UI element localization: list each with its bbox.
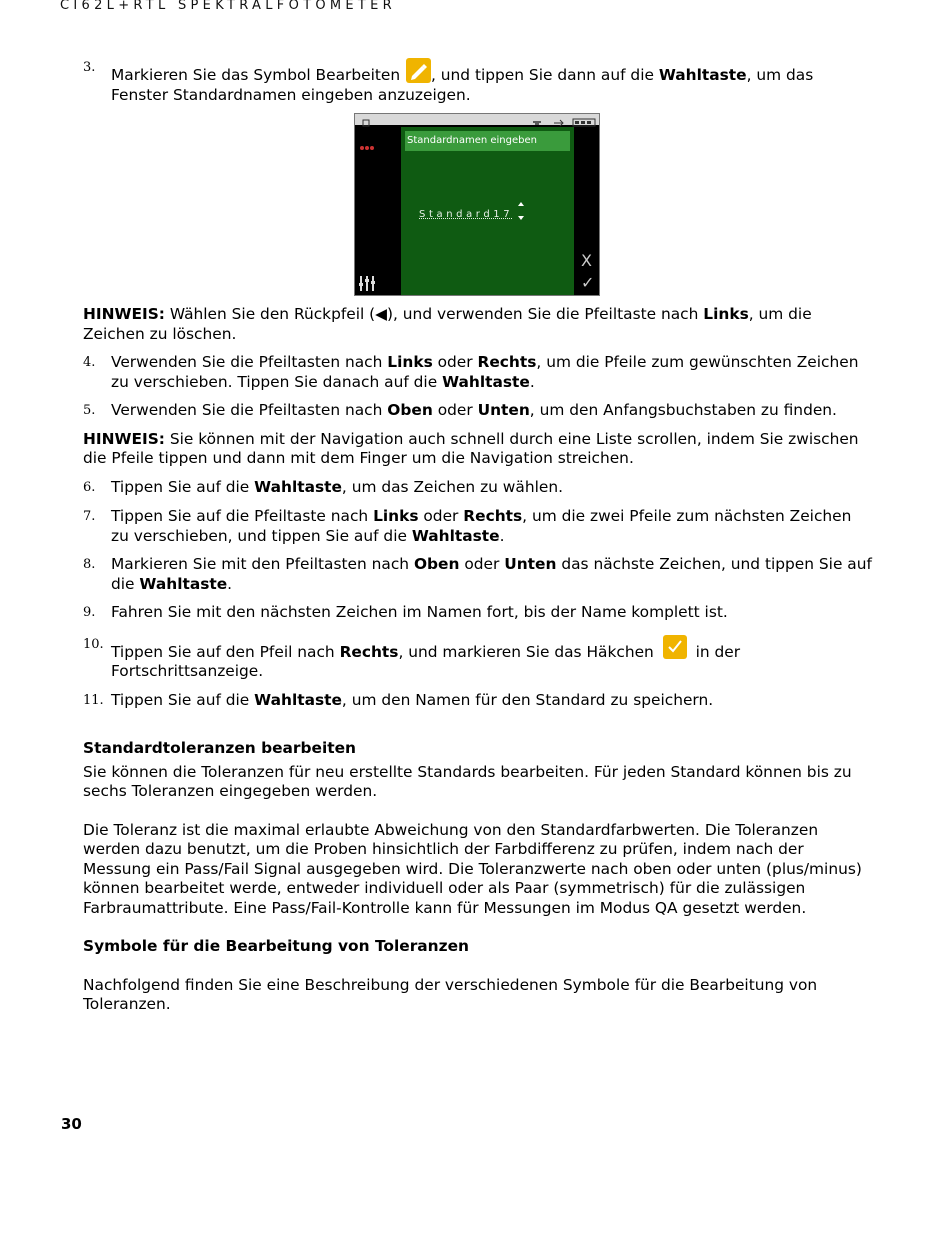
paragraph: Die Toleranz ist die maximal erlaubte Abweichung von den Standardfarbwerten. Die Toleranzen werden dazu benutzt, um die Proben hinsichtlich der Farbdifferenz zu prüfen, indem nach der Messung ein Pass/Fail Signal ausgegeben wird. Die Toleranzwerte nach oben oder unten (plus/minus) können bearbeitet werde, entweder individuell oder als Paar (symmetrisch) für die zulässigen Farbraumattribute. Eine Pass/Fail-Kontrolle kann für Messungen im Modus QA gesetzt werden. — [83, 820, 862, 917]
section-heading-tolerances: Standardtoleranzen bearbeiten — [83, 739, 356, 757]
screen-title: Standardnamen eingeben — [405, 131, 570, 151]
cancel-icon[interactable]: X — [581, 251, 592, 270]
device-screenshot — [354, 113, 600, 296]
step-9: 9. Fahren Sie mit den nächsten Zeichen im Namen fort, bis der Name komplett ist. — [83, 603, 728, 621]
step-6: 6. Tippen Sie auf die Wahltaste, um das Zeichen zu wählen. — [83, 477, 563, 496]
standard-name-field[interactable]: Standard17 — [419, 209, 514, 220]
accept-icon[interactable]: ✓ — [581, 273, 595, 292]
note-1: HINWEIS: Wählen Sie den Rückpfeil (◀), und verwenden Sie die Pfeiltaste nach Links, um die Zeichen zu löschen. — [83, 305, 812, 343]
up-down-arrows-icon — [517, 201, 525, 221]
check-icon — [663, 635, 687, 659]
step-7: 7. Tippen Sie auf die Pfeiltaste nach Links oder Rechts, um die zwei Pfeile zum nächsten Zeichen zu verschieben, und tippen Sie auf die Wahltaste. — [83, 507, 852, 545]
note-2: HINWEIS: Sie können mit der Navigation auch schnell durch eine Liste scrollen, indem Sie zwischen die Pfeile tippen und dann mit dem Finger um die Navigation streichen. — [83, 429, 859, 467]
sliders-icon — [358, 274, 378, 299]
step-11: 11. Tippen Sie auf die Wahltaste, um den Namen für den Standard zu speichern. — [83, 690, 714, 709]
step-10: 10. Tippen Sie auf den Pfeil nach Rechts, und markieren Sie das Häkchen in der Fortschrittsanzeige. — [83, 636, 741, 680]
running-header: CI62L+RTL SPEKTRALFOTOMETER — [60, 0, 396, 13]
paragraph: Sie können die Toleranzen für neu erstellte Standards bearbeiten. Für jeden Standard können bis zu sechs Toleranzen eingegeben werden. — [83, 762, 852, 800]
step-number: 3. — [83, 60, 96, 75]
section-heading-symbols: Symbole für die Bearbeitung von Toleranzen — [83, 937, 469, 955]
status-bar — [355, 114, 599, 125]
name-entry-panel — [401, 127, 574, 295]
step-4: 4. Verwenden Sie die Pfeiltasten nach Links oder Rechts, um die Pfeile zum gewünschten Zeichen zu verschieben. Tippen Sie danach auf die Wahltaste. — [83, 353, 859, 391]
step-8: 8. Markieren Sie mit den Pfeiltasten nach Oben oder Unten das nächste Zeichen, und tippen Sie auf die Wahltaste. — [83, 555, 872, 593]
step-3: 3. Markieren Sie das Symbol Bearbeiten , und tippen Sie dann auf die Wahltaste, um das Fenster Standardnamen eingeben anzuzeigen. — [83, 60, 814, 104]
step-5: 5. Verwenden Sie die Pfeiltasten nach Oben oder Unten, um den Anfangsbuchstaben zu finden. — [83, 401, 837, 419]
paragraph: Nachfolgend finden Sie eine Beschreibung der verschiedenen Symbole für die Bearbeitung von Toleranzen. — [83, 975, 818, 1013]
page-content — [83, 58, 873, 1015]
page-number: 30 — [61, 1115, 82, 1133]
indicator-dots-icon — [360, 136, 375, 156]
edit-icon — [406, 58, 431, 83]
